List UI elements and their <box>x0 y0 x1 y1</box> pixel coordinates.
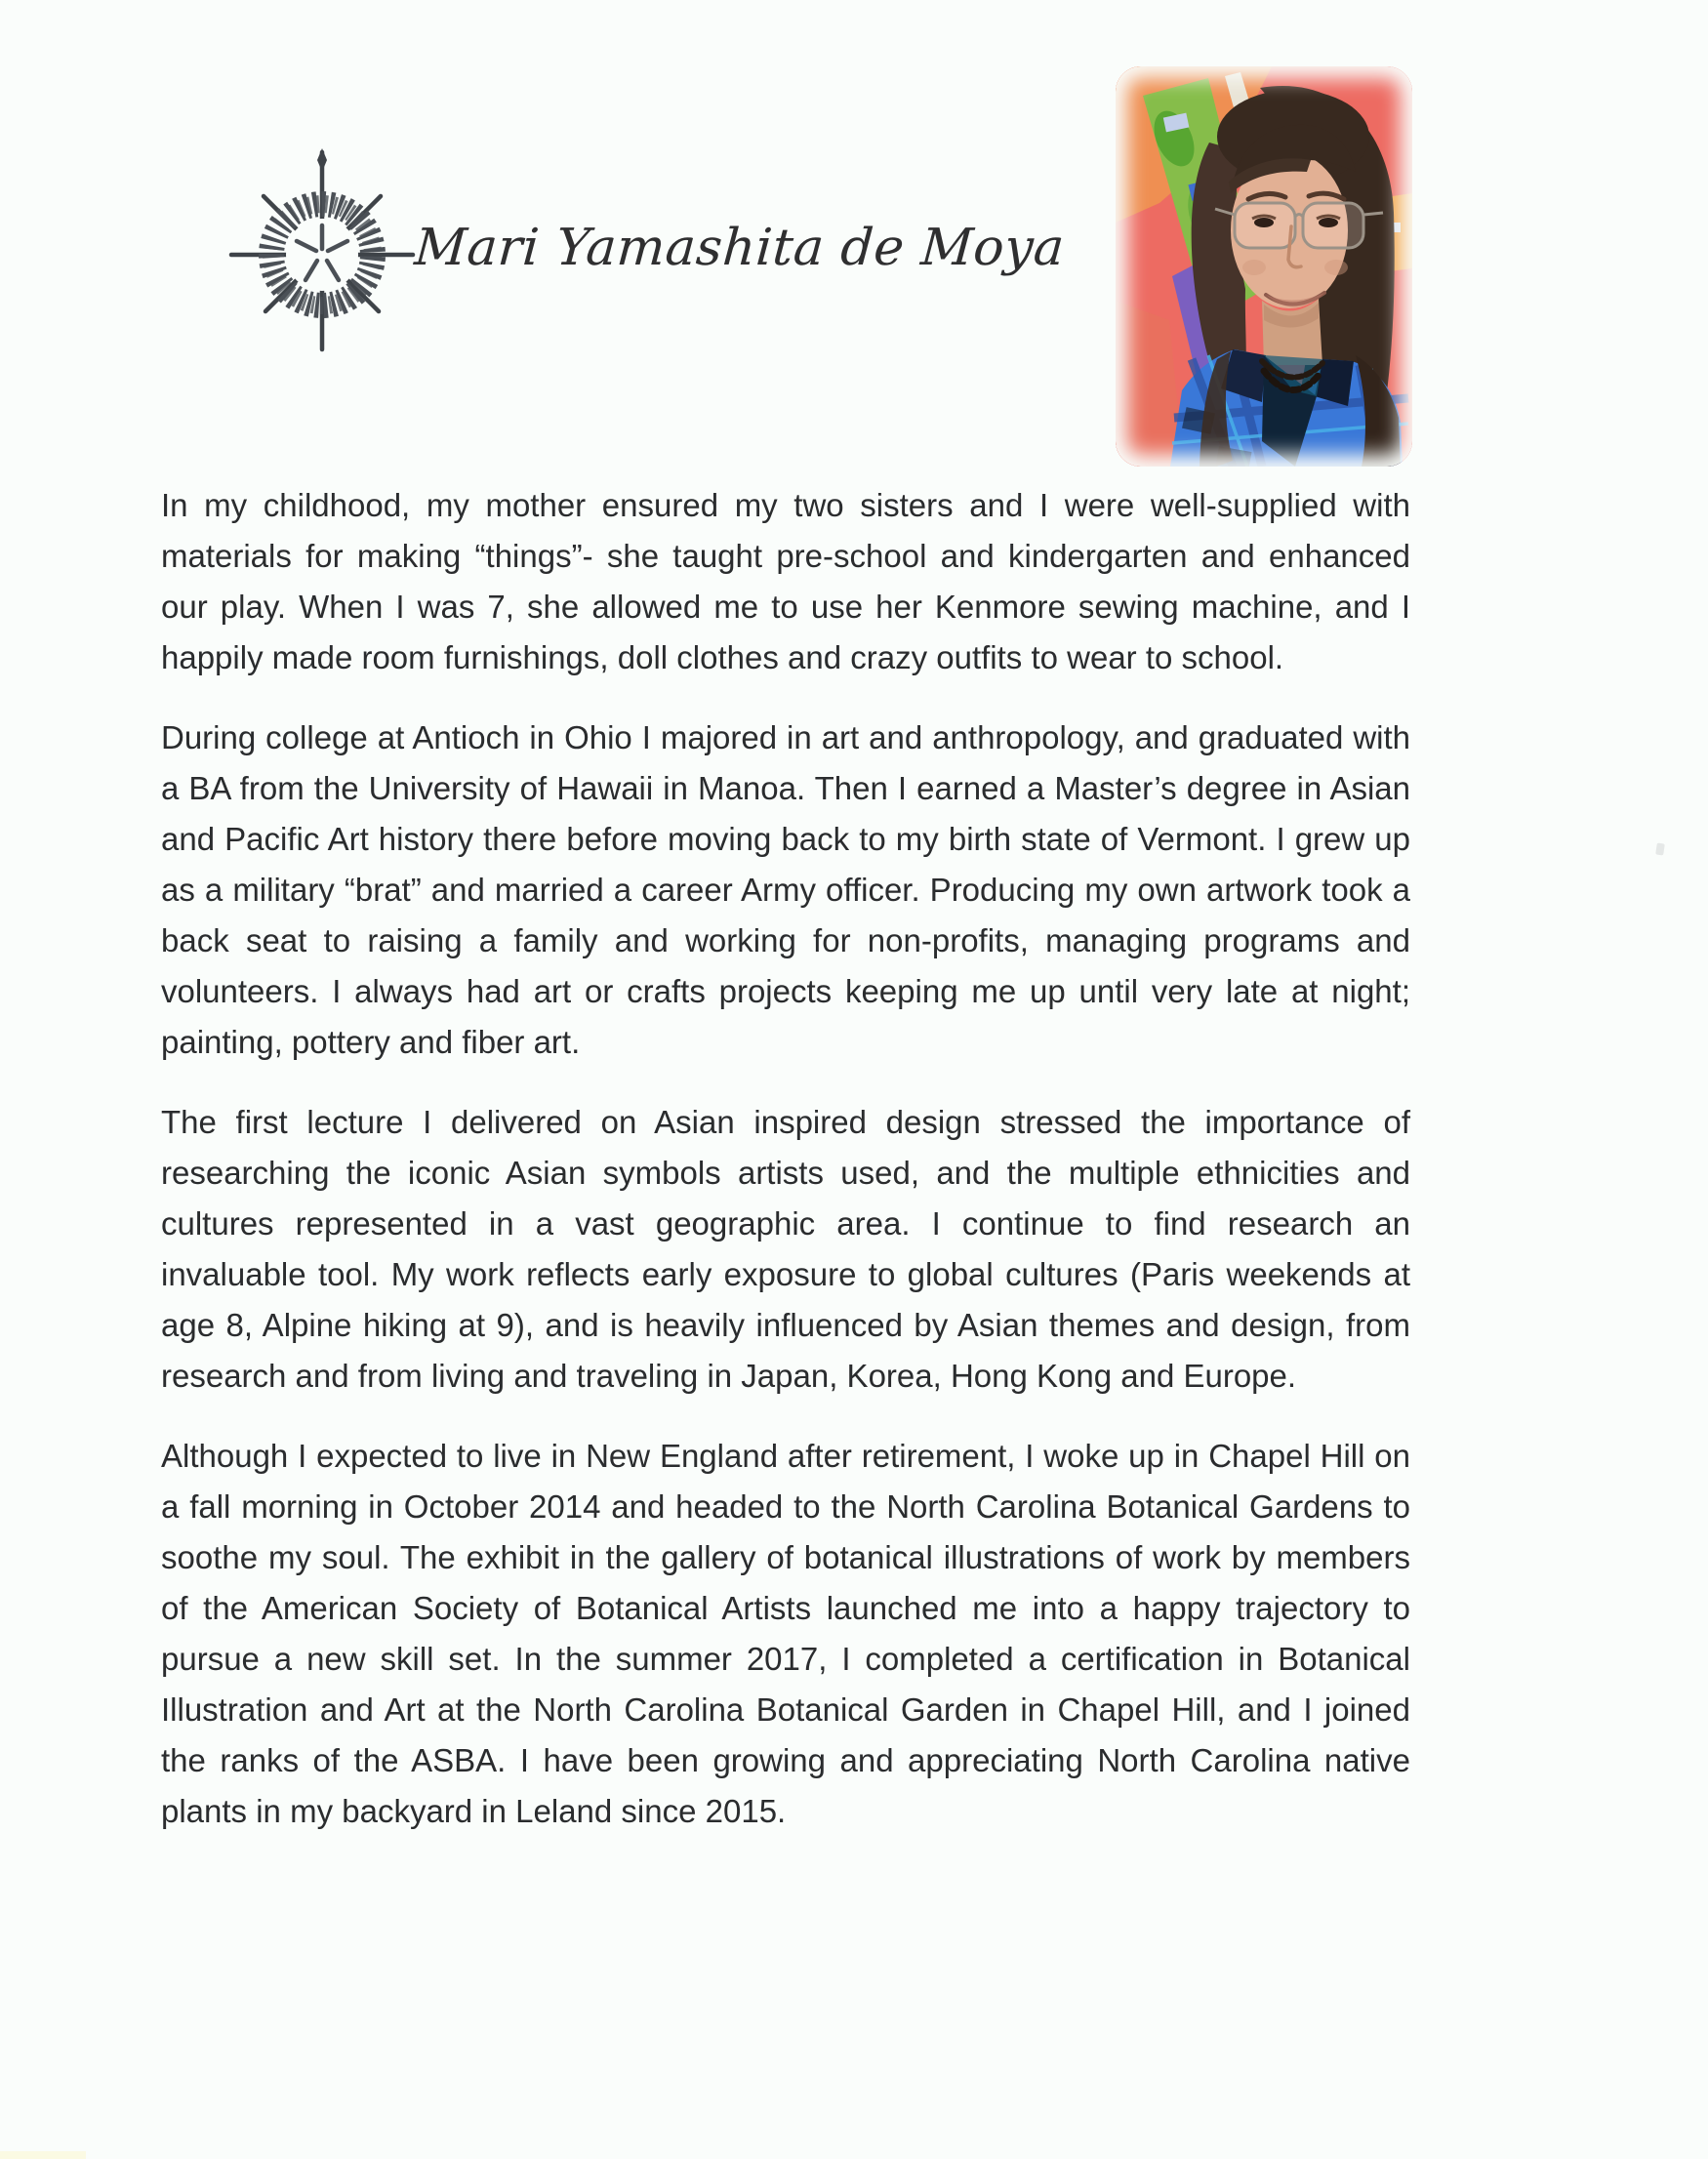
biography-text <box>161 480 1410 1837</box>
bio-paragraph-college: During college at Antioch in Ohio I majored in art and anthropology, and graduated with a BA from the University of Hawaii in Manoa. Then I earned a Master’s degree in Asian and Pacific Art history there before moving back to my birth state of Vermont. I grew up as a military “brat” and married a career Army officer. Producing my own artwork took a back seat to raising a family and working for non-profits, managing programs and volunteers. I always had art or crafts projects keeping me up until very late at night; painting, pottery and fiber art. <box>161 719 1410 1060</box>
portrait-illustration <box>1116 66 1412 467</box>
scan-artifact-strip <box>0 2151 86 2159</box>
bio-paragraph-retirement: Although I expected to live in New England after retirement, I woke up in Chapel Hill on a fall morning in October 2014 and headed to the North Carolina Botanical Gardens to soothe my soul. The exhibit in the gallery of botanical illustrations of work by members of the American Society of Botanical Artists launched me into a happy trajectory to pursue a new skill set. In the summer 2017, I completed a certification in Botanical Illustration and Art at the North Carolina Botanical Garden in Chapel Hill, and I joined the ranks of the ASBA. I have been growing and appreciating North Carolina native plants in my backyard in Leland since 2015. <box>161 1438 1410 1829</box>
bio-paragraph-lecture: The first lecture I delivered on Asian inspired design stressed the importance of researching the iconic Asian symbols artists used, and the multiple ethnicities and cultures represented in a vast geographic area. I continue to find research an invaluable tool. My work reflects early exposure to global cultures (Paris weekends at age 8, Alpine hiking at 9), and is heavily influenced by Asian themes and design, from research and from living and traveling in Japan, Korea, Hong Kong and Europe. <box>161 1104 1410 1394</box>
bio-paragraph-childhood: In my childhood, my mother ensured my two sisters and I were well-supplied with materials for making “things”- she taught pre-school and kindergarten and enhanced our play. When I was 7, she allowed me to use her Kenmore sewing machine, and I happily made room furnishings, doll clothes and crazy outfits to wear to school. <box>161 487 1410 675</box>
portrait-photo <box>1116 66 1412 467</box>
sun-compass-logo-icon <box>220 143 425 369</box>
scan-artifact-smudge <box>1655 843 1665 856</box>
artist-name: Mari Yamashita de Moya <box>412 219 1067 277</box>
